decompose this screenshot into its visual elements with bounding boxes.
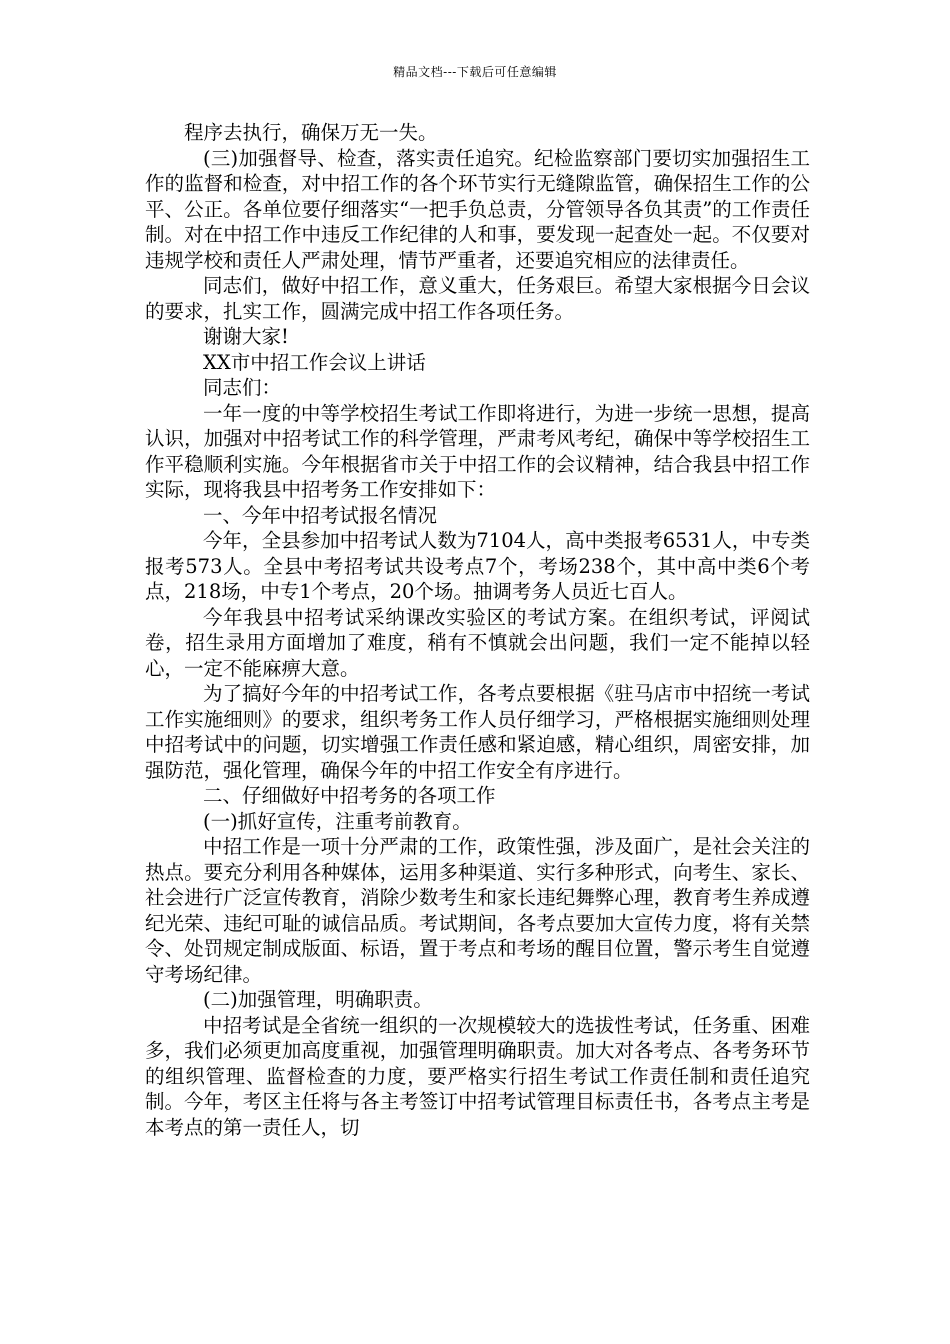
paragraph-intro: 一年一度的中等学校招生考试工作即将进行，为进一步统一思想，提高认识，加强对中招考试工作的科学管理，严肃考风考纪，确保中等学校招生工作平稳顺利实施。今年根据省市关于中招工作的会议精神，结合我县中招工作实际，现将我县中招考务工作安排如下： <box>145 401 810 501</box>
paragraph-continuation: 程序去执行，确保万无一失。 <box>145 121 438 144</box>
paragraph-publicity: 中招工作是一项十分严肃的工作，政策性强，涉及面广，是社会关注的热点。要充分利用各种媒体，运用多种渠道、实行多种形式，向考生、家长、社会进行广泛宣传教育，消除少数考生和家长违纪舞弊心理，教育考生养成遵纪光荣、违纪可耻的诚信品质。考试期间，各考点要加大宣传力度，将有关禁令、处罚规定制成版面、标语，置于考点和考场的醒目位置，警示考生自觉遵守考场纪律。 <box>145 835 810 986</box>
subsection-heading-2: (二)加强管理，明确职责。 <box>203 988 433 1011</box>
section-heading-1: 一、今年中招考试报名情况 <box>203 503 438 527</box>
paragraph-thanks: 谢谢大家! <box>203 325 289 348</box>
document-body <box>145 120 810 1140</box>
paragraph-implementation: 为了搞好今年的中招考试工作，各考点要根据《驻马店市中招统一考试工作实施细则》的要求，组织考务工作人员仔细学习，严格根据实施细则处理中招考试中的问题，切实增强工作责任感和紧迫感，精心组织，周密安排，加强防范，强化管理，确保今年的中招工作安全有序进行。 <box>145 682 810 782</box>
paragraph-supervision: (三)加强督导、检查，落实责任追究。纪检监察部门要切实加强招生工作的监督和检查，对中招工作的各个环节实行无缝隙监管，确保招生工作的公平、公正。各单位要仔细落实“一把手负总责，分管领导各负其责”的工作责任制。对在中招工作中违反工作纪律的人和事，要发现一起查处一起。不仅要对违规学校和责任人严肃处理，情节严重者，还要追究相应的法律责任。 <box>145 146 810 272</box>
speech-salutation: 同志们： <box>203 376 282 399</box>
speech-title: XX市中招工作会议上讲话 <box>203 350 426 374</box>
subsection-heading-1: (一)抓好宣传，注重考前教育。 <box>203 809 472 833</box>
section-heading-2: 二、仔细做好中招考务的各项工作 <box>203 784 496 807</box>
paragraph-exam-plan: 今年我县中招考试采纳课改实验区的考试方案。在组织考试，评阅试卷，招生录用方面增加了难度，稍有不慎就会出问题，我们一定不能掉以轻心，一定不能麻痹大意。 <box>145 605 810 680</box>
page-header: 精品文档---下载后可任意编辑 <box>393 65 557 79</box>
paragraph-registration-stats: 今年，全县参加中招考试人数为7104人，高中类报考6531人，中专类报考573人。全县中考招考试共设考点7个，考场238个，其中高中类6个考点，218场，中专1个考点，20个场。抽调考务人员近七百人。 <box>145 529 810 603</box>
paragraph-closing-remarks: 同志们，做好中招工作，意义重大，任务艰巨。希望大家根据今日会议的要求，扎实工作，圆满完成中招工作各项任务。 <box>145 274 810 323</box>
paragraph-management: 中招考试是全省统一组织的一次规模较大的选拔性考试，任务重、困难多，我们必须更加高度重视，加强管理明确职责。加大对各考点、各考务环节的组织管理、监督检查的力度，要严格实行招生考试工作责任制和责任追究制。今年，考区主任将与各主考签订中招考试管理目标责任书，各考点主考是本考点的第一责任人，切 <box>145 1013 810 1139</box>
